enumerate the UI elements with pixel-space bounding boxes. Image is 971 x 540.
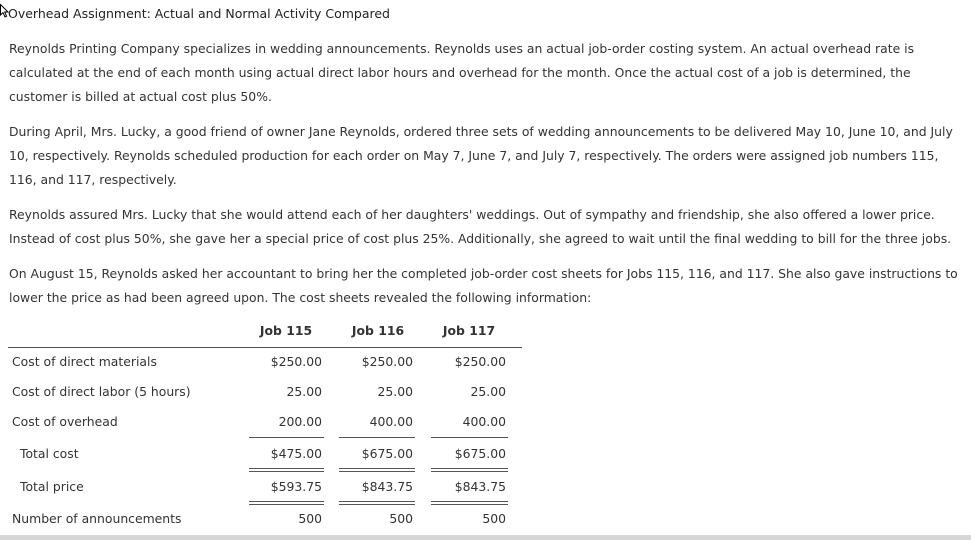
cell-overhead-job-117: 400.00 xyxy=(462,414,506,429)
total-cost-double-rule-a-job-116 xyxy=(339,468,415,469)
total-price-double-rule-a-job-115 xyxy=(249,501,324,502)
cell-overhead-job-115: 200.00 xyxy=(278,414,322,429)
row-label-direct-materials: Cost of direct materials xyxy=(12,354,157,369)
cell-overhead-job-116: 400.00 xyxy=(369,414,413,429)
paragraph-cost-sheets: On August 15, Reynolds asked her accountant to bring her the completed job-order cost sheets for Jobs 115, 116, and 117. She also gave instructions to lower the price as had been agreed upon. The cost sheets revealed the following information: xyxy=(9,266,958,305)
total-price-double-rule-b-job-115 xyxy=(249,504,324,505)
cell-announcements-job-117: 500 xyxy=(482,511,506,526)
cell-total-cost-job-115: $475.00 xyxy=(270,446,322,461)
total-cost-double-rule-b-job-117 xyxy=(431,471,508,472)
column-header-job-116: Job 116 xyxy=(351,323,405,338)
total-cost-double-rule-b-job-115 xyxy=(249,471,324,472)
horizontal-scrollbar[interactable] xyxy=(0,535,971,540)
header-rule xyxy=(8,347,522,348)
total-price-double-rule-b-job-116 xyxy=(339,504,415,505)
paragraph-intro: Reynolds Printing Company specializes in wedding announcements. Reynolds uses an actual job-order costing system. An actual overhead rate is calculated at the end of each month using actual direct labor hours and overhead for the month. Once the actual cost of a job is determined, the customer is billed at actual cost plus 50%. xyxy=(9,41,915,104)
cell-materials-job-116: $250.00 xyxy=(361,354,413,369)
subtotal-rule-job-117 xyxy=(431,437,508,438)
total-cost-double-rule-a-job-115 xyxy=(249,468,324,469)
row-label-overhead: Cost of overhead xyxy=(12,414,118,429)
row-label-total-price: Total price xyxy=(20,479,84,494)
cell-materials-job-117: $250.00 xyxy=(454,354,506,369)
row-label-direct-labor: Cost of direct labor (5 hours) xyxy=(12,384,191,399)
cell-announcements-job-115: 500 xyxy=(298,511,322,526)
row-label-total-cost: Total cost xyxy=(20,446,79,461)
cell-announcements-job-116: 500 xyxy=(389,511,413,526)
cell-labor-job-116: 25.00 xyxy=(377,384,413,399)
cell-total-price-job-115: $593.75 xyxy=(270,479,322,494)
total-cost-double-rule-b-job-116 xyxy=(339,471,415,472)
cell-labor-job-117: 25.00 xyxy=(470,384,506,399)
row-label-number-of-announcements: Number of announcements xyxy=(12,511,182,526)
total-price-double-rule-a-job-117 xyxy=(431,501,508,502)
total-price-double-rule-a-job-116 xyxy=(339,501,415,502)
page-title: Overhead Assignment: Actual and Normal Activity Compared xyxy=(8,6,390,21)
subtotal-rule-job-115 xyxy=(249,437,324,438)
column-header-job-115: Job 115 xyxy=(259,323,313,338)
cell-total-cost-job-117: $675.00 xyxy=(454,446,506,461)
cell-total-cost-job-116: $675.00 xyxy=(361,446,413,461)
cell-labor-job-115: 25.00 xyxy=(286,384,322,399)
cell-total-price-job-117: $843.75 xyxy=(454,479,506,494)
subtotal-rule-job-116 xyxy=(339,437,415,438)
paragraph-pricing: Reynolds assured Mrs. Lucky that she would attend each of her daughters' weddings. Out of sympathy and friendship, she also offered a lower price. Instead of cost plus 50%, she gave her a special price of cost plus 25%. Additionally, she agreed to wait until the final wedding to bill for the three jobs. xyxy=(9,207,952,246)
total-price-double-rule-b-job-117 xyxy=(431,504,508,505)
cell-materials-job-115: $250.00 xyxy=(270,354,322,369)
column-header-job-117: Job 117 xyxy=(442,323,496,338)
total-cost-double-rule-a-job-117 xyxy=(431,468,508,469)
cell-total-price-job-116: $843.75 xyxy=(361,479,413,494)
paragraph-orders: During April, Mrs. Lucky, a good friend of owner Jane Reynolds, ordered three sets of wedding announcements to be delivered May 10, June 10, and July 10, respectively. Reynolds scheduled production for each order on May 7, June 7, and July 7, respectively. The orders were assigned job numbers 115, 116, and 117, respectively. xyxy=(9,124,953,187)
